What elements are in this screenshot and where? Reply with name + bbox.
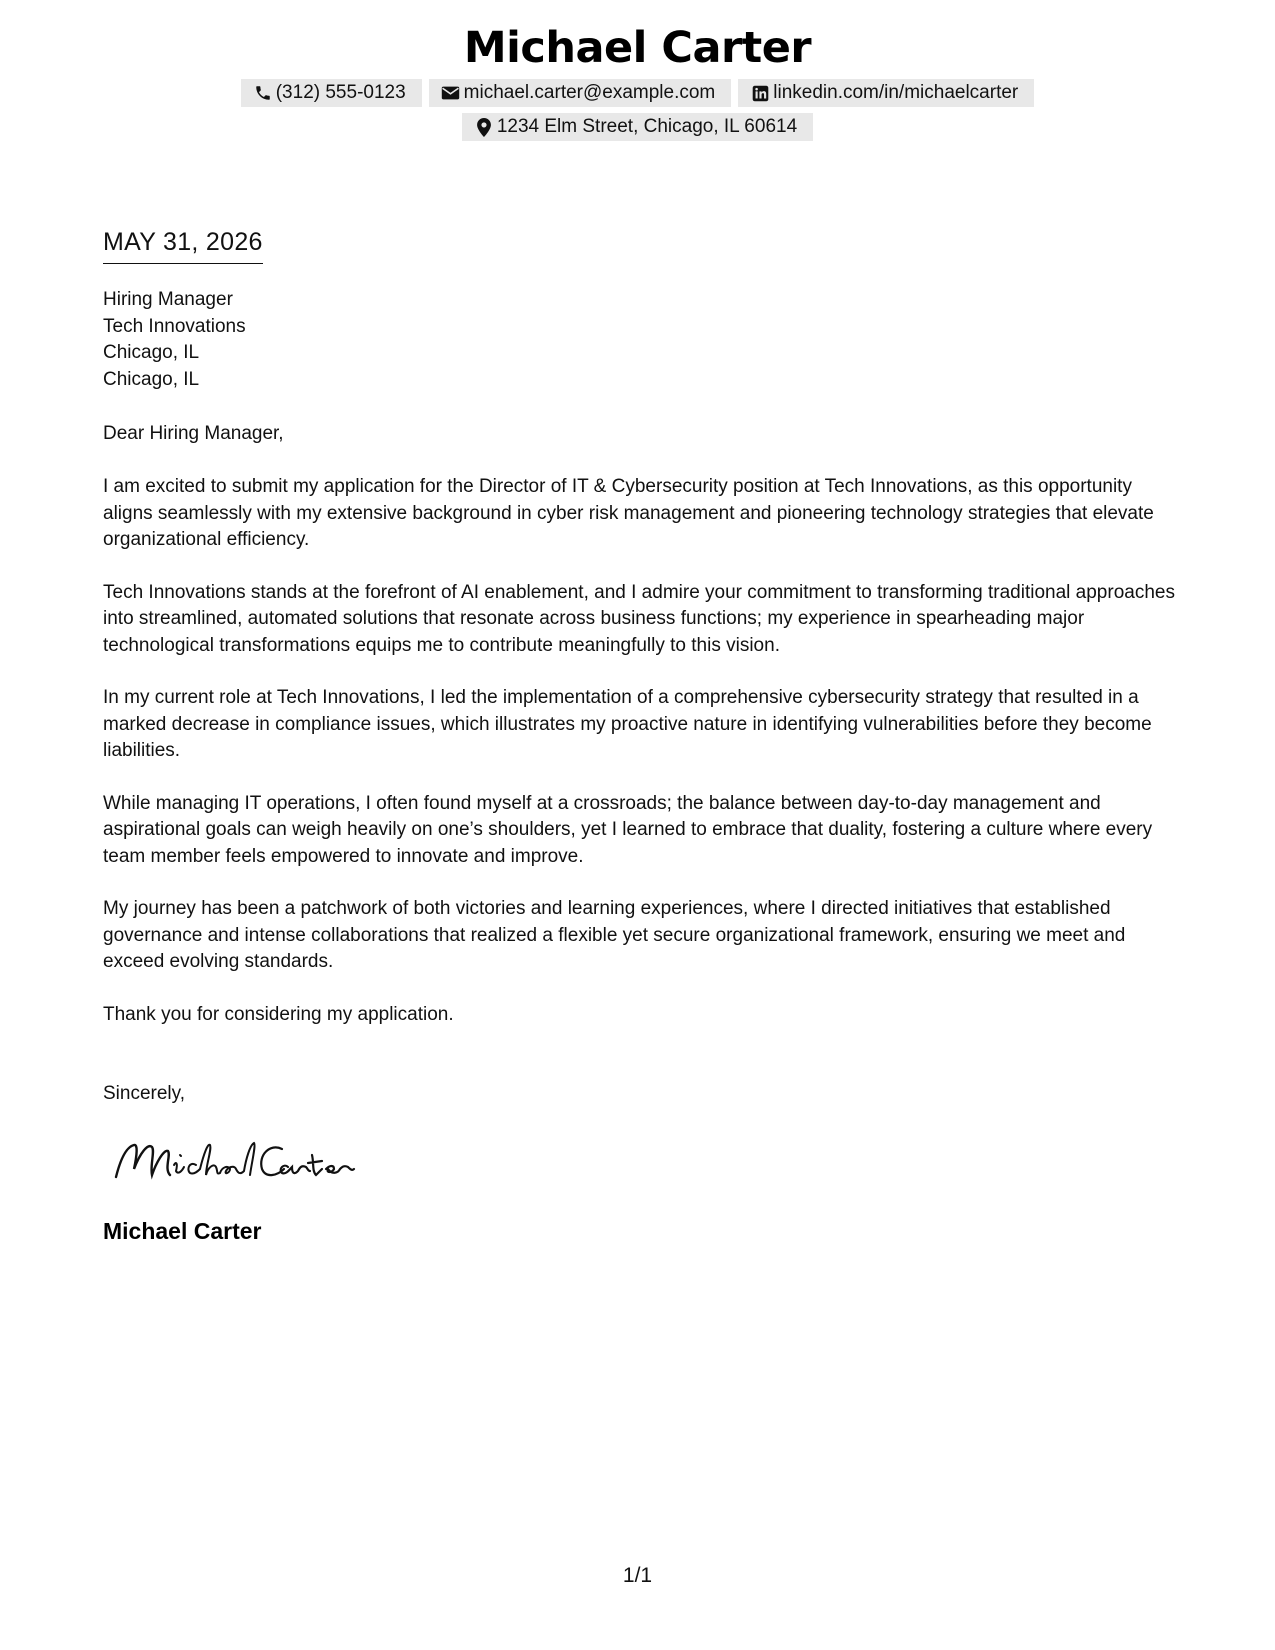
recipient-city: Chicago, IL — [103, 342, 200, 363]
applicant-name: Michael Carter — [463, 23, 812, 73]
address-text: 1234 Elm Street, Chicago, IL 60614 — [496, 116, 798, 137]
handwritten-signature — [112, 1135, 357, 1191]
body-paragraph: My journey has been a patchwork of both victories and learning experiences, where I directed initiatives that established governance and intense collaborations that realized a flexible yet secure organizational framework, ensuring we meet and exceed evolving standards. — [103, 898, 1126, 972]
phone-text: (312) 555-0123 — [275, 82, 406, 103]
address-chip — [462, 113, 813, 141]
contact-row-primary — [0, 79, 1275, 107]
page-number: 1/1 — [622, 1564, 653, 1587]
recipient-block — [103, 287, 246, 393]
phone-chip — [241, 79, 422, 107]
thank-you-line: Thank you for considering my application. — [103, 1003, 454, 1025]
signer-name: Michael Carter — [103, 1218, 262, 1244]
map-marker-icon — [474, 117, 494, 137]
body-paragraph: In my current role at Tech Innovations, I led the implementation of a comprehensive cybersecurity strategy that resulted in a marked decrease in compliance issues, which illustrates my proactive nature in identifying vulnerabilities before they become liabilities. — [103, 687, 1152, 761]
body-paragraph: Tech Innovations stands at the forefront of AI enablement, and I admire your commitment to transforming traditional approaches into streamlined, automated solutions that resonate across business functions; my experience in spearheading major technological transformations equips me to contribute meaningfully to this vision. — [103, 581, 1175, 656]
email-chip — [429, 79, 732, 107]
body-paragraph: I am excited to submit my application for the Director of IT & Cybersecurity position at Tech Innovations, as this opportunity aligns seamlessly with my extensive background in cyber risk management and pioneering technology strategies that elevate organizational efficiency. — [103, 476, 1154, 550]
linkedin-link[interactable]: linkedin.com/in/michaelcarter — [773, 82, 1019, 103]
email-link[interactable]: michael.carter@example.com — [463, 82, 716, 103]
phone-icon — [253, 83, 273, 103]
envelope-icon — [441, 83, 461, 103]
letter-header — [0, 18, 1275, 141]
letter-body — [103, 474, 1183, 1054]
contact-row-secondary — [0, 113, 1275, 141]
linkedin-chip — [738, 79, 1034, 107]
salutation: Dear Hiring Manager, — [103, 423, 284, 444]
recipient-company: Tech Innovations — [103, 315, 246, 337]
recipient-title: Hiring Manager — [103, 289, 233, 310]
linkedin-icon — [750, 83, 770, 103]
recipient-location: Chicago, IL — [103, 368, 200, 390]
body-paragraph: While managing IT operations, I often found myself at a crossroads; the balance between day-to-day management and aspirational goals can weigh heavily on one’s shoulders, yet I learned to embrace that duality, fostering a culture where every team member feels empowered to innovate and improve. — [103, 792, 1153, 867]
letter-date: MAY 31, 2026 — [103, 228, 263, 264]
closing: Sincerely, — [103, 1083, 186, 1104]
